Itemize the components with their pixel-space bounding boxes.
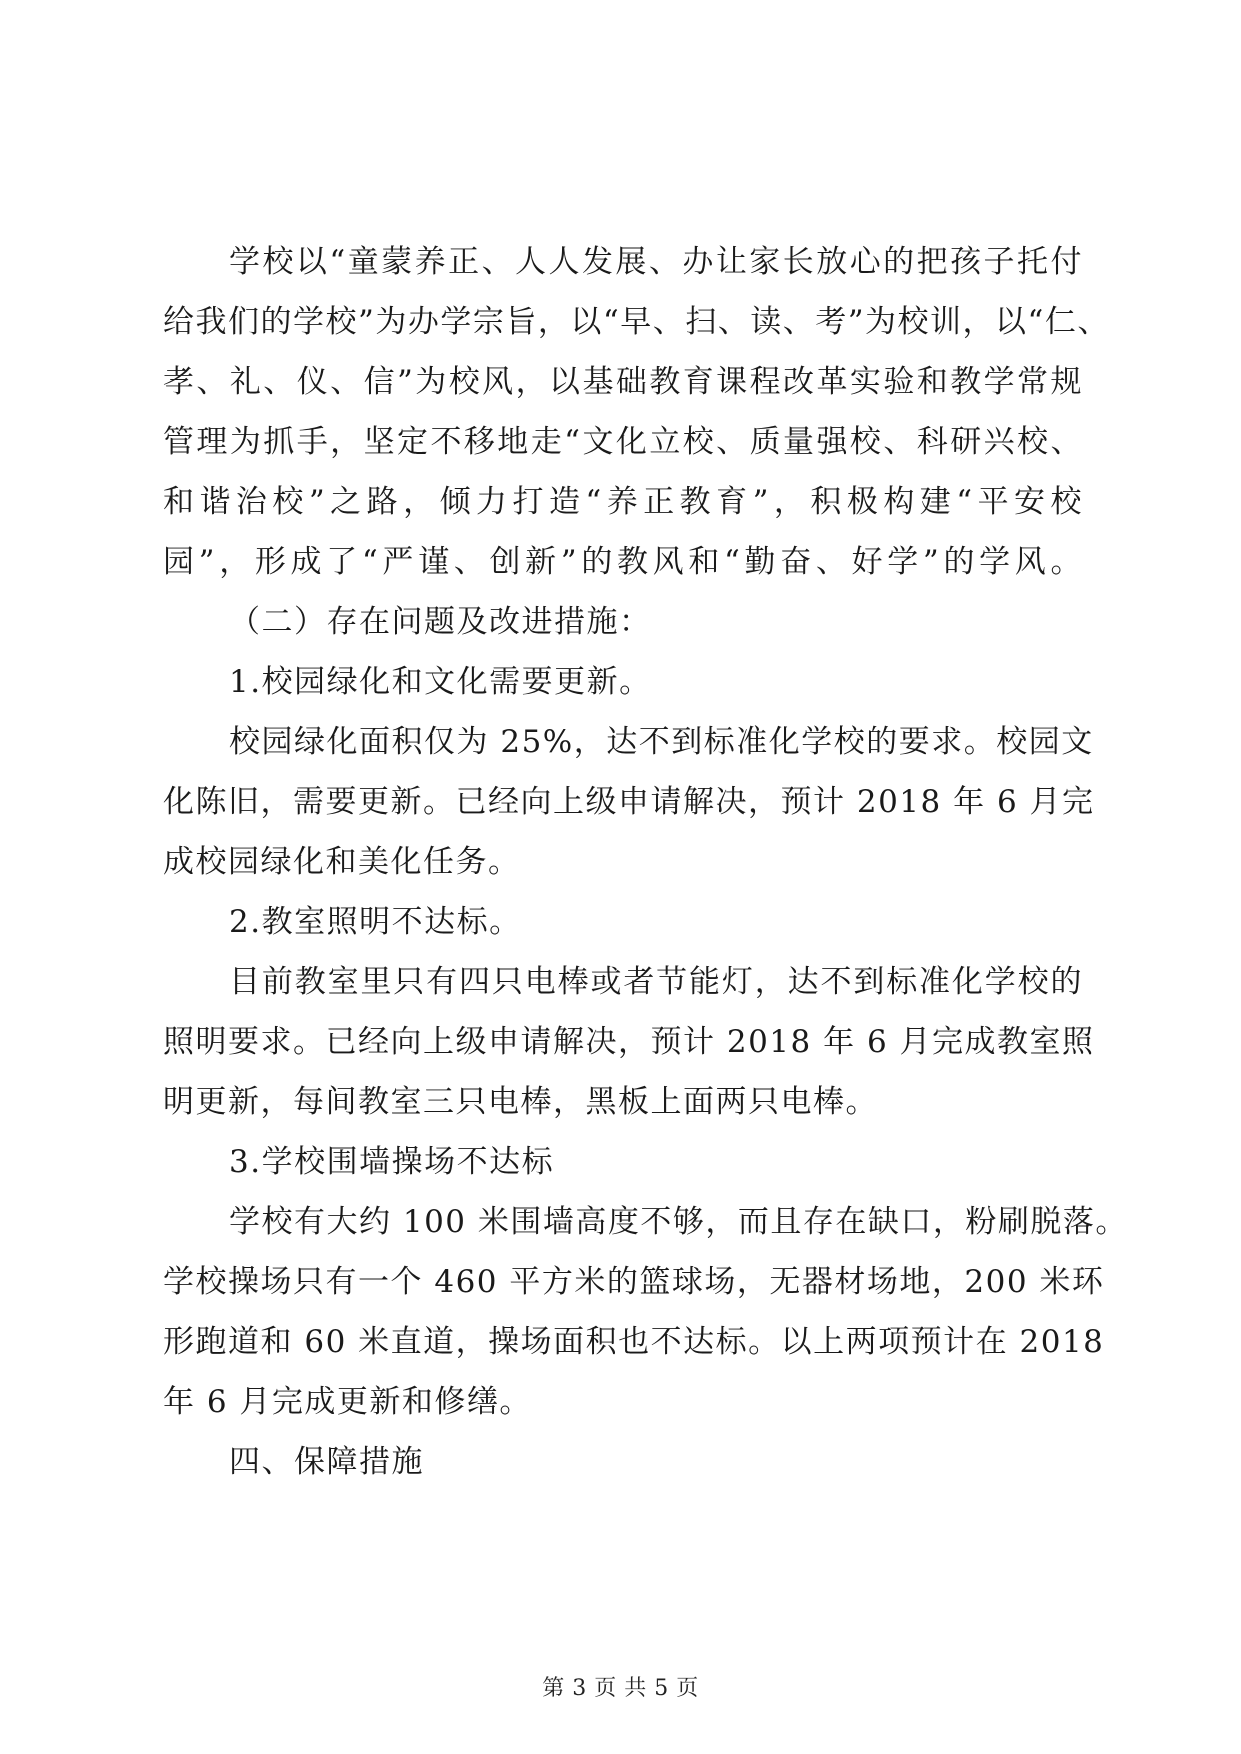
- subsection-heading: 2.教室照明不达标。: [229, 904, 522, 940]
- section-heading: 四、保障措施: [229, 1444, 424, 1480]
- page-number-footer: 第 3 页 共 5 页: [542, 1676, 699, 1701]
- paragraph-line: 学校有大约 100 米围墙高度不够，而且存在缺口，粉刷脱落。: [229, 1204, 1128, 1240]
- paragraph-line: 明更新，每间教室三只电棒，黑板上面两只电棒。: [163, 1084, 878, 1120]
- paragraph-line: 成校园绿化和美化任务。: [163, 844, 521, 880]
- section-heading: （二）存在问题及改进措施：: [229, 604, 652, 640]
- paragraph-line: 学校操场只有一个 460 平方米的篮球场，无器材场地，200 米环: [163, 1264, 1105, 1300]
- subsection-heading: 3.学校围墙操场不达标: [229, 1144, 555, 1180]
- paragraph-line: 照明要求。已经向上级申请解决，预计 2018 年 6 月完成教室照: [163, 1024, 1095, 1060]
- paragraph-line: 目前教室里只有四只电棒或者节能灯，达不到标准化学校的: [229, 964, 1083, 1000]
- paragraph-line: 校园绿化面积仅为 25%，达不到标准化学校的要求。校园文: [229, 724, 1094, 760]
- paragraph-line: 年 6 月完成更新和修缮。: [163, 1384, 532, 1420]
- paragraph-line: 形跑道和 60 米直道，操场面积也不达标。以上两项预计在 2018: [163, 1324, 1105, 1360]
- paragraph-line: 给我们的学校”为办学宗旨，以“早、扫、读、考”为校训，以“仁、: [163, 304, 1110, 340]
- paragraph-line: 学校以“童蒙养正、人人发展、办让家长放心的把孩子托付: [229, 244, 1083, 280]
- paragraph-line: 和谐治校”之路，倾力打造“养正教育”，积极构建“平安校: [163, 484, 1083, 520]
- paragraph-line: 管理为抓手，坚定不移地走“文化立校、质量强校、科研兴校、: [163, 424, 1083, 460]
- paragraph-line: 化陈旧，需要更新。已经向上级申请解决，预计 2018 年 6 月完: [163, 784, 1095, 820]
- paragraph-line: 孝、礼、仪、信”为校风，以基础教育课程改革实验和教学常规: [163, 364, 1083, 400]
- document-body: [163, 232, 1128, 1492]
- subsection-heading: 1.校园绿化和文化需要更新。: [229, 664, 652, 700]
- paragraph-line: 园”，形成了“严谨、创新”的教风和“勤奋、好学”的学风。: [163, 544, 1083, 580]
